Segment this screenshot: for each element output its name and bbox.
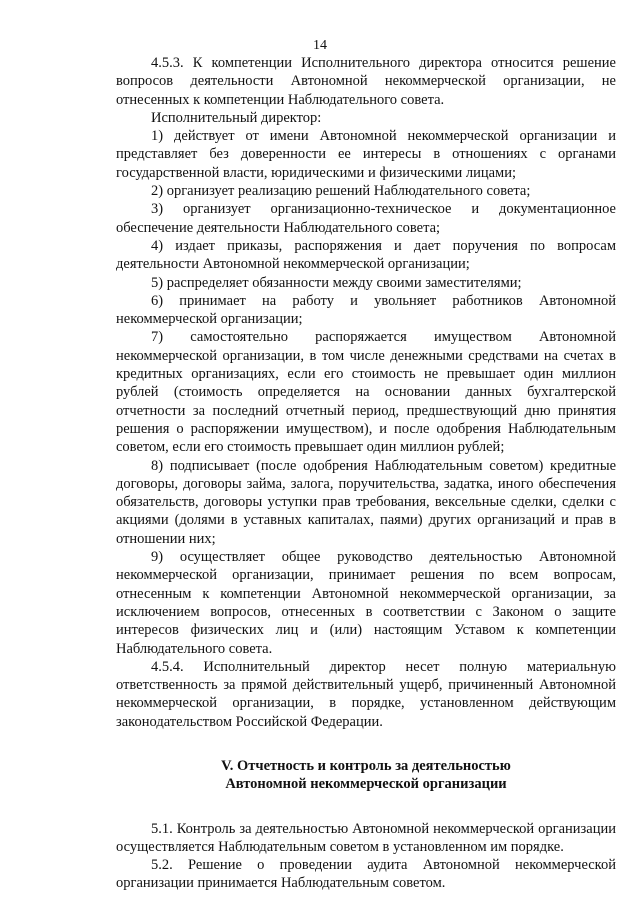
list-item-7: 7) самостоятельно распоряжается имуществом Автономной некоммерческой организации, в том числе денежными средствами на счетах в кредитных организациях, если его стоимость не превышает один миллион рублей (стоимость определяется на основании данных бухгалтерской отчетности за последний отчетный период, предшествующий дню принятия решения о распоряжении имуществом), и после одобрения Наблюдательным советом, если его стоимость превышает один миллион рублей; <box>116 329 616 456</box>
paragraph-4-5-3: 4.5.3. К компетенции Исполнительного директора относится решение вопросов деятельности Автономной некоммерческой организации, не отнесенных к компетенции Наблюдательного совета. <box>116 55 616 108</box>
section-heading <box>116 757 616 794</box>
document-body <box>116 54 616 893</box>
paragraph-executive-director-intro: Исполнительный директор: <box>151 109 322 126</box>
section-heading-line-1: V. Отчетность и контроль за деятельностью <box>221 757 511 774</box>
list-item-8: 8) подписывает (после одобрения Наблюдательным советом) кредитные договоры, договоры займа, залога, поручительства, задатка, иного обеспечения обязательств, договоры уступки прав требования, вексельные сделки, сделки с акциями (долями в уставных капиталах, паями) других организаций и прав в отношении них; <box>116 457 616 547</box>
list-item-3: 3) организует организационно-техническое и документационное обеспечение деятельности Наблюдательного совета; <box>116 201 616 236</box>
section-heading-line-2: Автономной некоммерческой организации <box>225 776 507 793</box>
page-number: 14 <box>313 38 327 53</box>
list-item-5: 5) распределяет обязанности между своими заместителями; <box>151 274 522 291</box>
list-item-4: 4) издает приказы, распоряжения и дает поручения по вопросам деятельности Автономной некоммерческой организации; <box>116 237 616 273</box>
paragraph-4-5-4: 4.5.4. Исполнительный директор несет полную материальную ответственность за прямой действительный ущерб, причиненный Автономной некоммерческой организации, в порядке, установленном действующим законодательством Российской Федерации. <box>116 658 616 730</box>
list-item-6: 6) принимает на работу и увольняет работников Автономной некоммерческой организации; <box>116 292 616 328</box>
paragraph-5-1: 5.1. Контроль за деятельностью Автономной некоммерческой организации осуществляется Наблюдательным советом в установленном им порядке. <box>116 820 616 855</box>
list-item-2: 2) организует реализацию решений Наблюдательного совета; <box>151 183 531 200</box>
list-item-1: 1) действует от имени Автономной некоммерческой организации и представляет без доверенности ее интересы в отношениях с органами государственной власти, юридическими и физическими лицами; <box>116 128 616 181</box>
list-item-9: 9) осуществляет общее руководство деятельностью Автономной некоммерческой организации, принимает решения по всем вопросам, отнесенным к компетенции Автономной некоммерческой организации, за исключением вопросов, отнесенных в соответствии с Законом о защите интересов физических лиц и (или) настоящим Уставом к компетенции Наблюдательного совета. <box>116 549 616 657</box>
paragraph-5-2: 5.2. Решение о проведении аудита Автономной некоммерческой организации принимается Наблюдательным советом. <box>116 857 616 892</box>
